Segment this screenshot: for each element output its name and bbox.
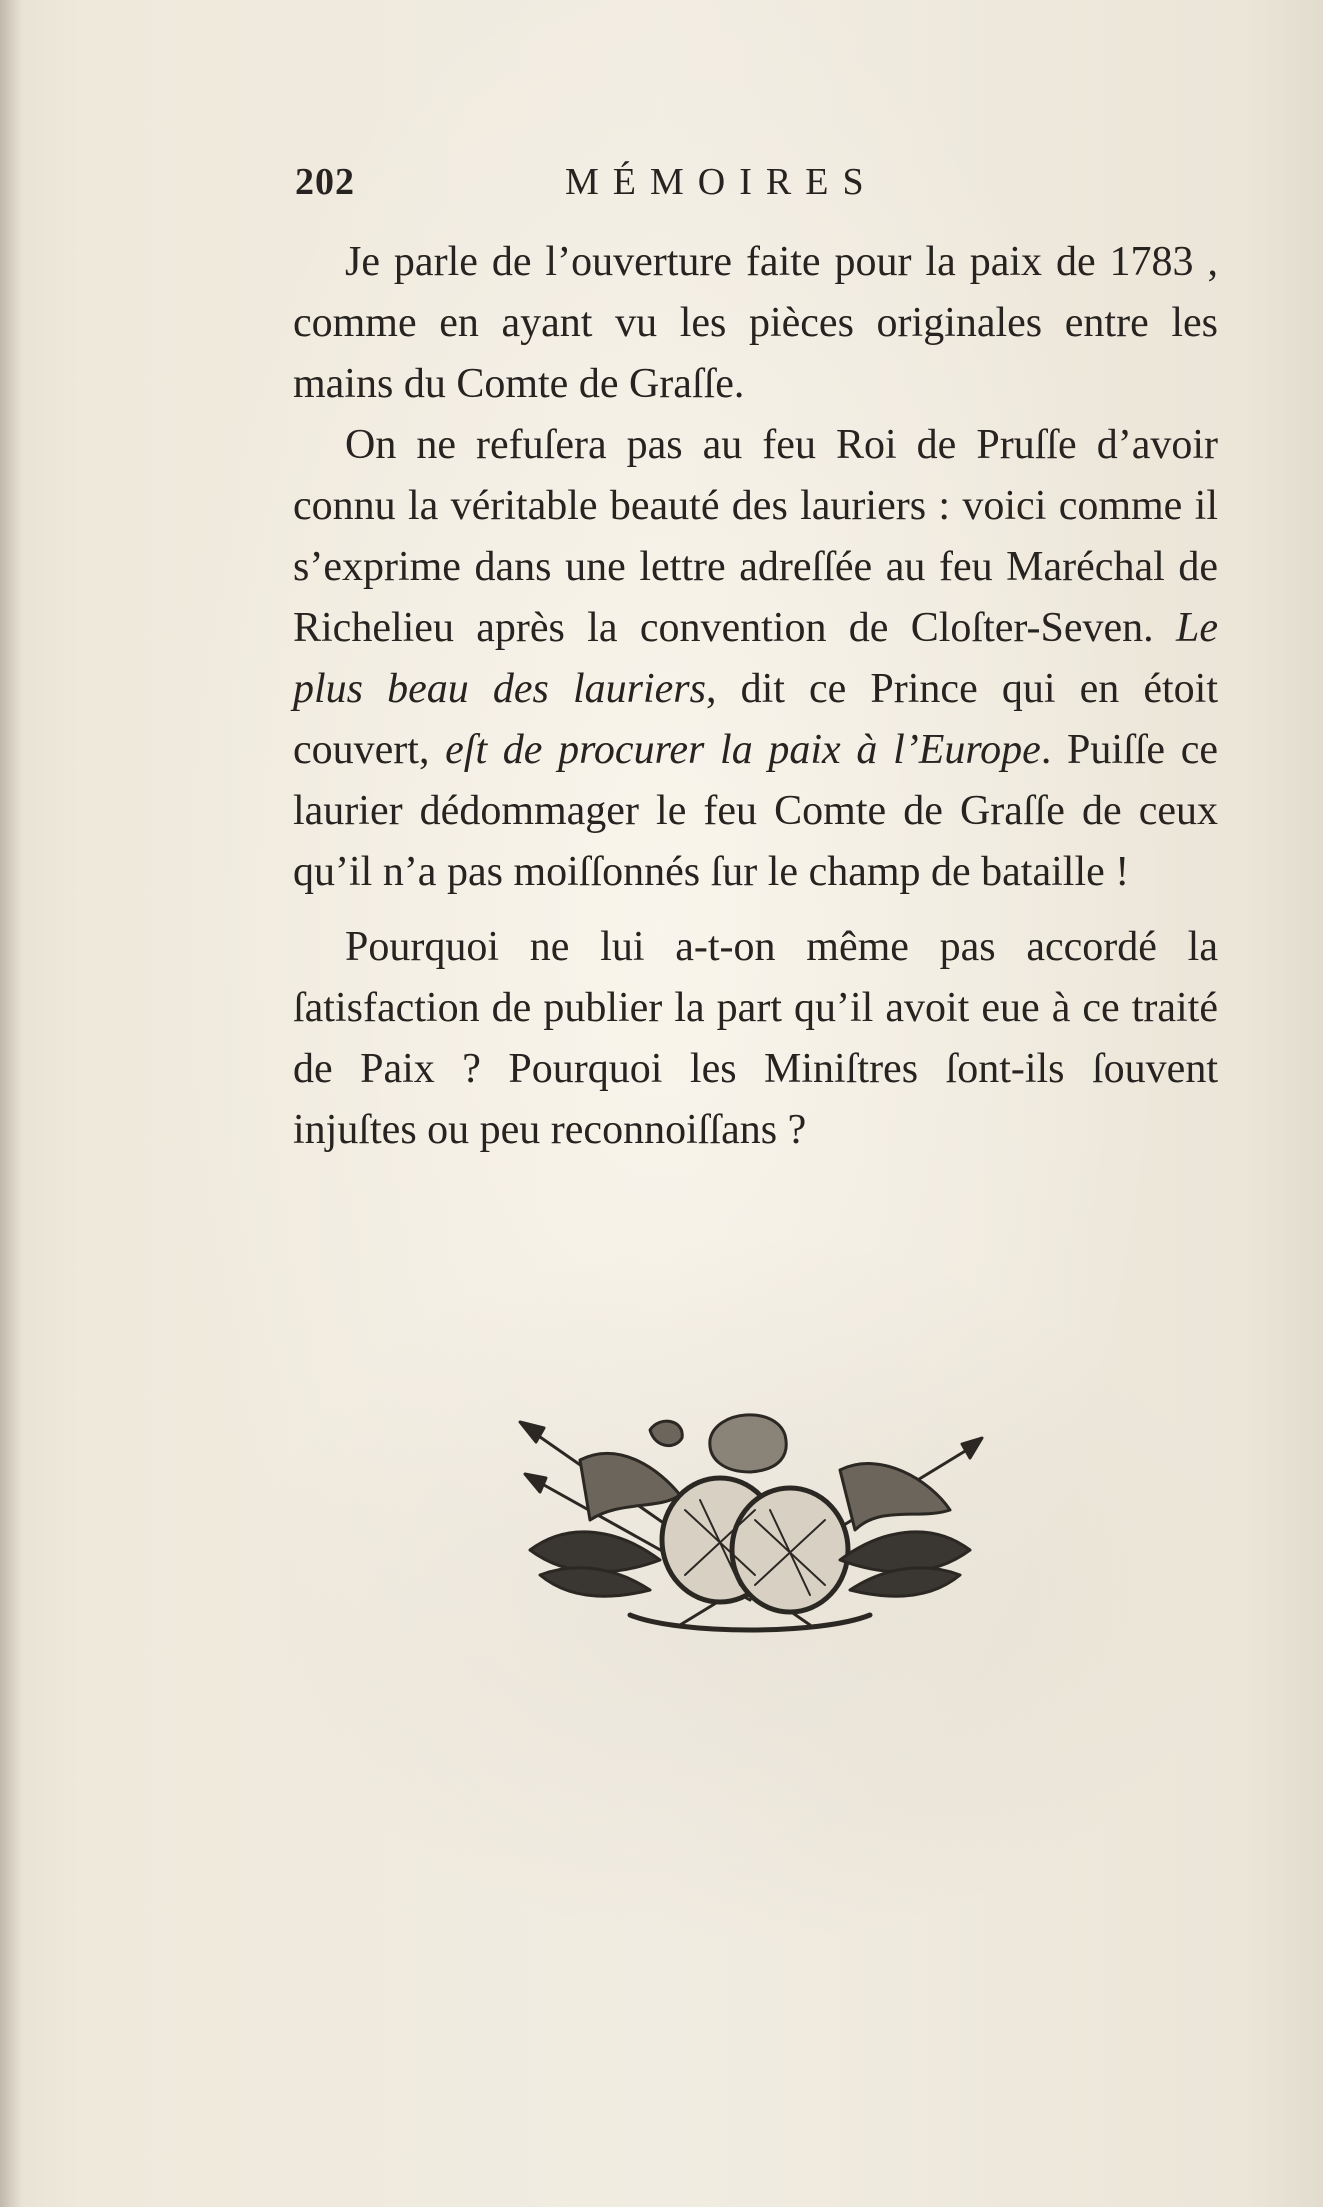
running-title: MÉMOIRES xyxy=(565,161,878,203)
flag-left xyxy=(580,1453,680,1520)
flag-right xyxy=(840,1464,950,1530)
plume xyxy=(650,1421,682,1445)
paragraph-3 xyxy=(293,917,1218,1161)
vignette-drawing xyxy=(510,1400,990,1650)
shield-right xyxy=(732,1488,848,1612)
paragraph-2-italic-quote-2: eſt de procurer la paix à l’Europe xyxy=(445,727,1041,773)
page-number: 202 xyxy=(295,161,355,203)
paragraph-3-text: Pourquoi ne lui a-t-on même pas accordé la ſatisfaction de publier la part qu’il avoit eue à ce traité de Paix ? Pourquoi les Miniſtres ſont-ils ſouvent injuſtes ou peu reconnoiſſans ? xyxy=(293,924,1218,1153)
lance-left-head xyxy=(525,1474,546,1492)
paragraph-1 xyxy=(293,232,1218,415)
laurel-right xyxy=(840,1532,970,1572)
paragraph-2 xyxy=(293,415,1218,903)
paragraph-2-text-start: On ne refuſera pas au feu Roi de Pruſſe d’avoir connu la véritable beauté des lauriers : voici comme il s’exprime dans une lettre adreſſée au feu Maréchal de Richelieu après la convention de Cloſter-Seven. xyxy=(293,422,1218,651)
paragraph-2-text-middle: , dit ce Prince qui en étoit couvert, xyxy=(293,666,1218,773)
paragraph-2-text-end: . Puiſſe ce laurier dédommager le feu Comte de Graſſe de ceux qu’il n’a pas moiſſonnés ſur le champ de bataille ! xyxy=(293,727,1218,895)
base-scroll xyxy=(630,1615,870,1630)
running-header xyxy=(295,160,1055,220)
paragraph-2-italic-quote-1: Le plus beau des lauriers xyxy=(293,605,1218,712)
laurel-right-lower xyxy=(850,1568,960,1596)
trophy-of-arms-vignette-icon xyxy=(510,1400,990,1650)
spear-right-head xyxy=(962,1438,982,1458)
helmet xyxy=(710,1415,786,1472)
laurel-left-lower xyxy=(540,1568,650,1596)
paragraph-1-text: Je parle de l’ouverture faite pour la paix de 1783 , comme en ayant vu les pièces originales entre les mains du Comte de Graſſe. xyxy=(293,239,1218,407)
gutter-shadow xyxy=(0,0,22,2207)
body-text xyxy=(293,232,1218,1161)
